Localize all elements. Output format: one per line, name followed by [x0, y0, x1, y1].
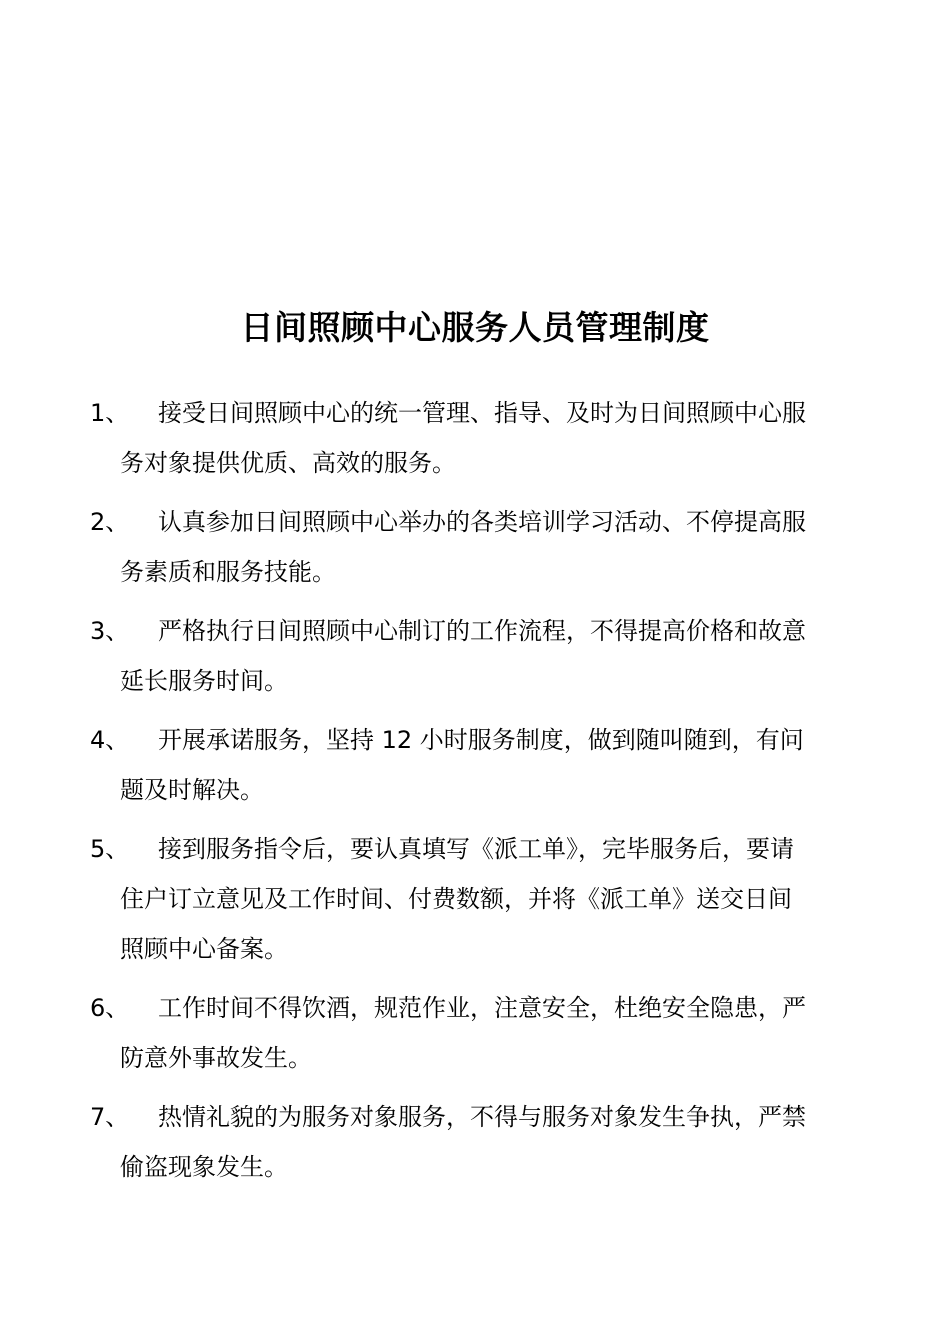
- list-item-number: 5、: [90, 835, 130, 863]
- list-item-number: 1、: [90, 399, 130, 427]
- list-item-number: 3、: [90, 617, 130, 645]
- list-item-number: 6、: [90, 994, 130, 1022]
- list-item: [88, 983, 868, 1083]
- list-item: [88, 388, 868, 488]
- list-item-number: 7、: [90, 1103, 130, 1131]
- list-item-text: 严格执行日间照顾中心制订的工作流程，不得提高价格和故意: [158, 617, 806, 645]
- list-item-text: 务素质和服务技能。: [120, 558, 336, 586]
- list-item-text: 住户订立意见及工作时间、付费数额，并将《派工单》送交日间: [120, 885, 792, 913]
- document-title: 日间照顾中心服务人员管理制度: [240, 308, 710, 348]
- list-item: [88, 1092, 868, 1192]
- list-item-text: 接到服务指令后，要认真填写《派工单》，完毕服务后，要请: [158, 835, 794, 863]
- list-item-text: 热情礼貌的为服务对象服务，不得与服务对象发生争执，严禁: [158, 1103, 806, 1131]
- list-item-text: 延长服务时间。: [120, 667, 288, 695]
- list-item-text: 认真参加日间照顾中心举办的各类培训学习活动、不停提高服: [158, 508, 806, 536]
- list-item: [88, 497, 868, 597]
- list-item-text: 接受日间照顾中心的统一管理、指导、及时为日间照顾中心服: [158, 399, 806, 427]
- list-item: [88, 824, 868, 974]
- list-item-text: 开展承诺服务，坚持 12 小时服务制度，做到随叫随到，有问: [158, 726, 804, 754]
- list-item: [88, 606, 868, 706]
- list-item-text: 务对象提供优质、高效的服务。: [120, 449, 456, 477]
- rules-list: [88, 388, 868, 1201]
- list-item-text: 工作时间不得饮酒，规范作业，注意安全，杜绝安全隐患，严: [158, 994, 806, 1022]
- list-item-text: 防意外事故发生。: [120, 1044, 312, 1072]
- list-item-number: 2、: [90, 508, 130, 536]
- list-item: [88, 715, 868, 815]
- list-item-number: 4、: [90, 726, 130, 754]
- list-item-text: 题及时解决。: [120, 776, 264, 804]
- list-item-text: 照顾中心备案。: [120, 935, 288, 963]
- list-item-text: 偷盗现象发生。: [120, 1153, 288, 1181]
